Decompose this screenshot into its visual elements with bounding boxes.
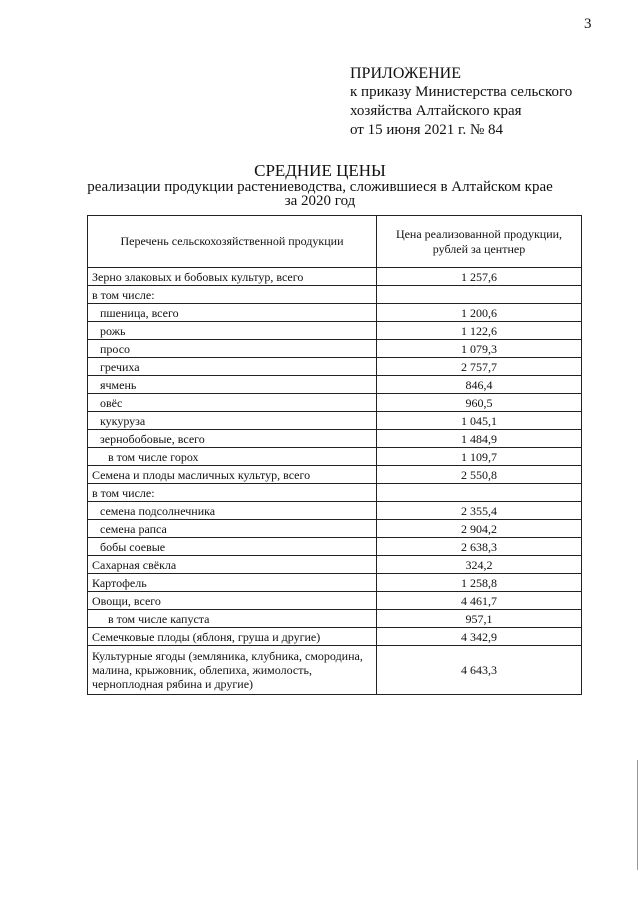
table-row bbox=[88, 268, 582, 286]
document-heading bbox=[0, 162, 640, 208]
prices-table bbox=[87, 215, 582, 695]
table-row bbox=[88, 502, 582, 520]
table-row bbox=[88, 376, 582, 394]
product-name-cell: Семечковые плоды (яблоня, груша и другие) bbox=[88, 628, 377, 646]
product-name-cell: в том числе горох bbox=[88, 448, 377, 466]
table-row bbox=[88, 610, 582, 628]
product-name-cell: ячмень bbox=[88, 376, 377, 394]
product-name-cell: просо bbox=[88, 340, 377, 358]
product-name-cell: Культурные ягоды (земляника, клубника, смородина, малина, крыжовник, облепиха, жимолость, черноплодная рябина и другие) bbox=[88, 646, 377, 695]
table-row bbox=[88, 484, 582, 502]
price-cell: 2 355,4 bbox=[377, 502, 582, 520]
scan-edge-mark bbox=[637, 760, 638, 870]
table-row bbox=[88, 286, 582, 304]
product-name-cell: рожь bbox=[88, 322, 377, 340]
heading-subtitle-1: реализации продукции растениеводства, сложившиеся в Алтайском крае bbox=[87, 179, 553, 195]
price-cell: 1 258,8 bbox=[377, 574, 582, 592]
table-row bbox=[88, 304, 582, 322]
column-header-products: Перечень сельскохозяйственной продукции bbox=[88, 216, 377, 268]
price-cell: 2 757,7 bbox=[377, 358, 582, 376]
table-row bbox=[88, 592, 582, 610]
product-name-cell: гречиха bbox=[88, 358, 377, 376]
appendix-line-2: хозяйства Алтайского края bbox=[350, 103, 522, 119]
table-row bbox=[88, 412, 582, 430]
table-row bbox=[88, 322, 582, 340]
price-cell bbox=[377, 286, 582, 304]
price-cell: 2 904,2 bbox=[377, 520, 582, 538]
appendix-title: ПРИЛОЖЕНИЕ bbox=[350, 65, 462, 82]
price-cell: 1 045,1 bbox=[377, 412, 582, 430]
product-name-cell: семена подсолнечника bbox=[88, 502, 377, 520]
price-cell: 1 109,7 bbox=[377, 448, 582, 466]
price-cell: 1 079,3 bbox=[377, 340, 582, 358]
table-row bbox=[88, 340, 582, 358]
product-name-cell: семена рапса bbox=[88, 520, 377, 538]
price-cell: 846,4 bbox=[377, 376, 582, 394]
product-name-cell: пшеница, всего bbox=[88, 304, 377, 322]
price-cell: 1 122,6 bbox=[377, 322, 582, 340]
table-row bbox=[88, 574, 582, 592]
price-cell: 1 200,6 bbox=[377, 304, 582, 322]
price-cell: 957,1 bbox=[377, 610, 582, 628]
price-cell bbox=[377, 484, 582, 502]
product-name-cell: бобы соевые bbox=[88, 538, 377, 556]
price-cell: 2 638,3 bbox=[377, 538, 582, 556]
product-name-cell: Зерно злаковых и бобовых культур, всего bbox=[88, 268, 377, 286]
product-name-cell: зернобобовые, всего bbox=[88, 430, 377, 448]
product-name-cell: в том числе: bbox=[88, 484, 377, 502]
appendix-line-3: от 15 июня 2021 г. № 84 bbox=[350, 122, 504, 138]
table-row bbox=[88, 448, 582, 466]
product-name-cell: в том числе капуста bbox=[88, 610, 377, 628]
table-row bbox=[88, 628, 582, 646]
column-header-price: Цена реализованной продукции, рублей за центнер bbox=[377, 216, 582, 268]
table-row bbox=[88, 430, 582, 448]
price-cell: 2 550,8 bbox=[377, 466, 582, 484]
price-cell: 960,5 bbox=[377, 394, 582, 412]
price-cell: 4 461,7 bbox=[377, 592, 582, 610]
table-row bbox=[88, 520, 582, 538]
table-row bbox=[88, 646, 582, 695]
price-cell: 4 342,9 bbox=[377, 628, 582, 646]
page-number: 3 bbox=[584, 16, 592, 32]
product-name-cell: в том числе: bbox=[88, 286, 377, 304]
table-row bbox=[88, 538, 582, 556]
product-name-cell: овёс bbox=[88, 394, 377, 412]
price-cell: 1 484,9 bbox=[377, 430, 582, 448]
table-row bbox=[88, 556, 582, 574]
price-cell: 4 643,3 bbox=[377, 646, 582, 695]
table-row bbox=[88, 394, 582, 412]
table-header-row bbox=[88, 216, 582, 268]
table-row bbox=[88, 466, 582, 484]
price-cell: 324,2 bbox=[377, 556, 582, 574]
heading-main: СРЕДНИЕ ЦЕНЫ bbox=[254, 161, 386, 180]
product-name-cell: Сахарная свёкла bbox=[88, 556, 377, 574]
price-cell: 1 257,6 bbox=[377, 268, 582, 286]
heading-subtitle-2: за 2020 год bbox=[284, 193, 356, 209]
product-name-cell: кукуруза bbox=[88, 412, 377, 430]
product-name-cell: Овощи, всего bbox=[88, 592, 377, 610]
product-name-cell: Семена и плоды масличных культур, всего bbox=[88, 466, 377, 484]
product-name-cell: Картофель bbox=[88, 574, 377, 592]
appendix-line-1: к приказу Министерства сельского bbox=[350, 84, 573, 100]
table-row bbox=[88, 358, 582, 376]
appendix-block bbox=[350, 64, 572, 140]
